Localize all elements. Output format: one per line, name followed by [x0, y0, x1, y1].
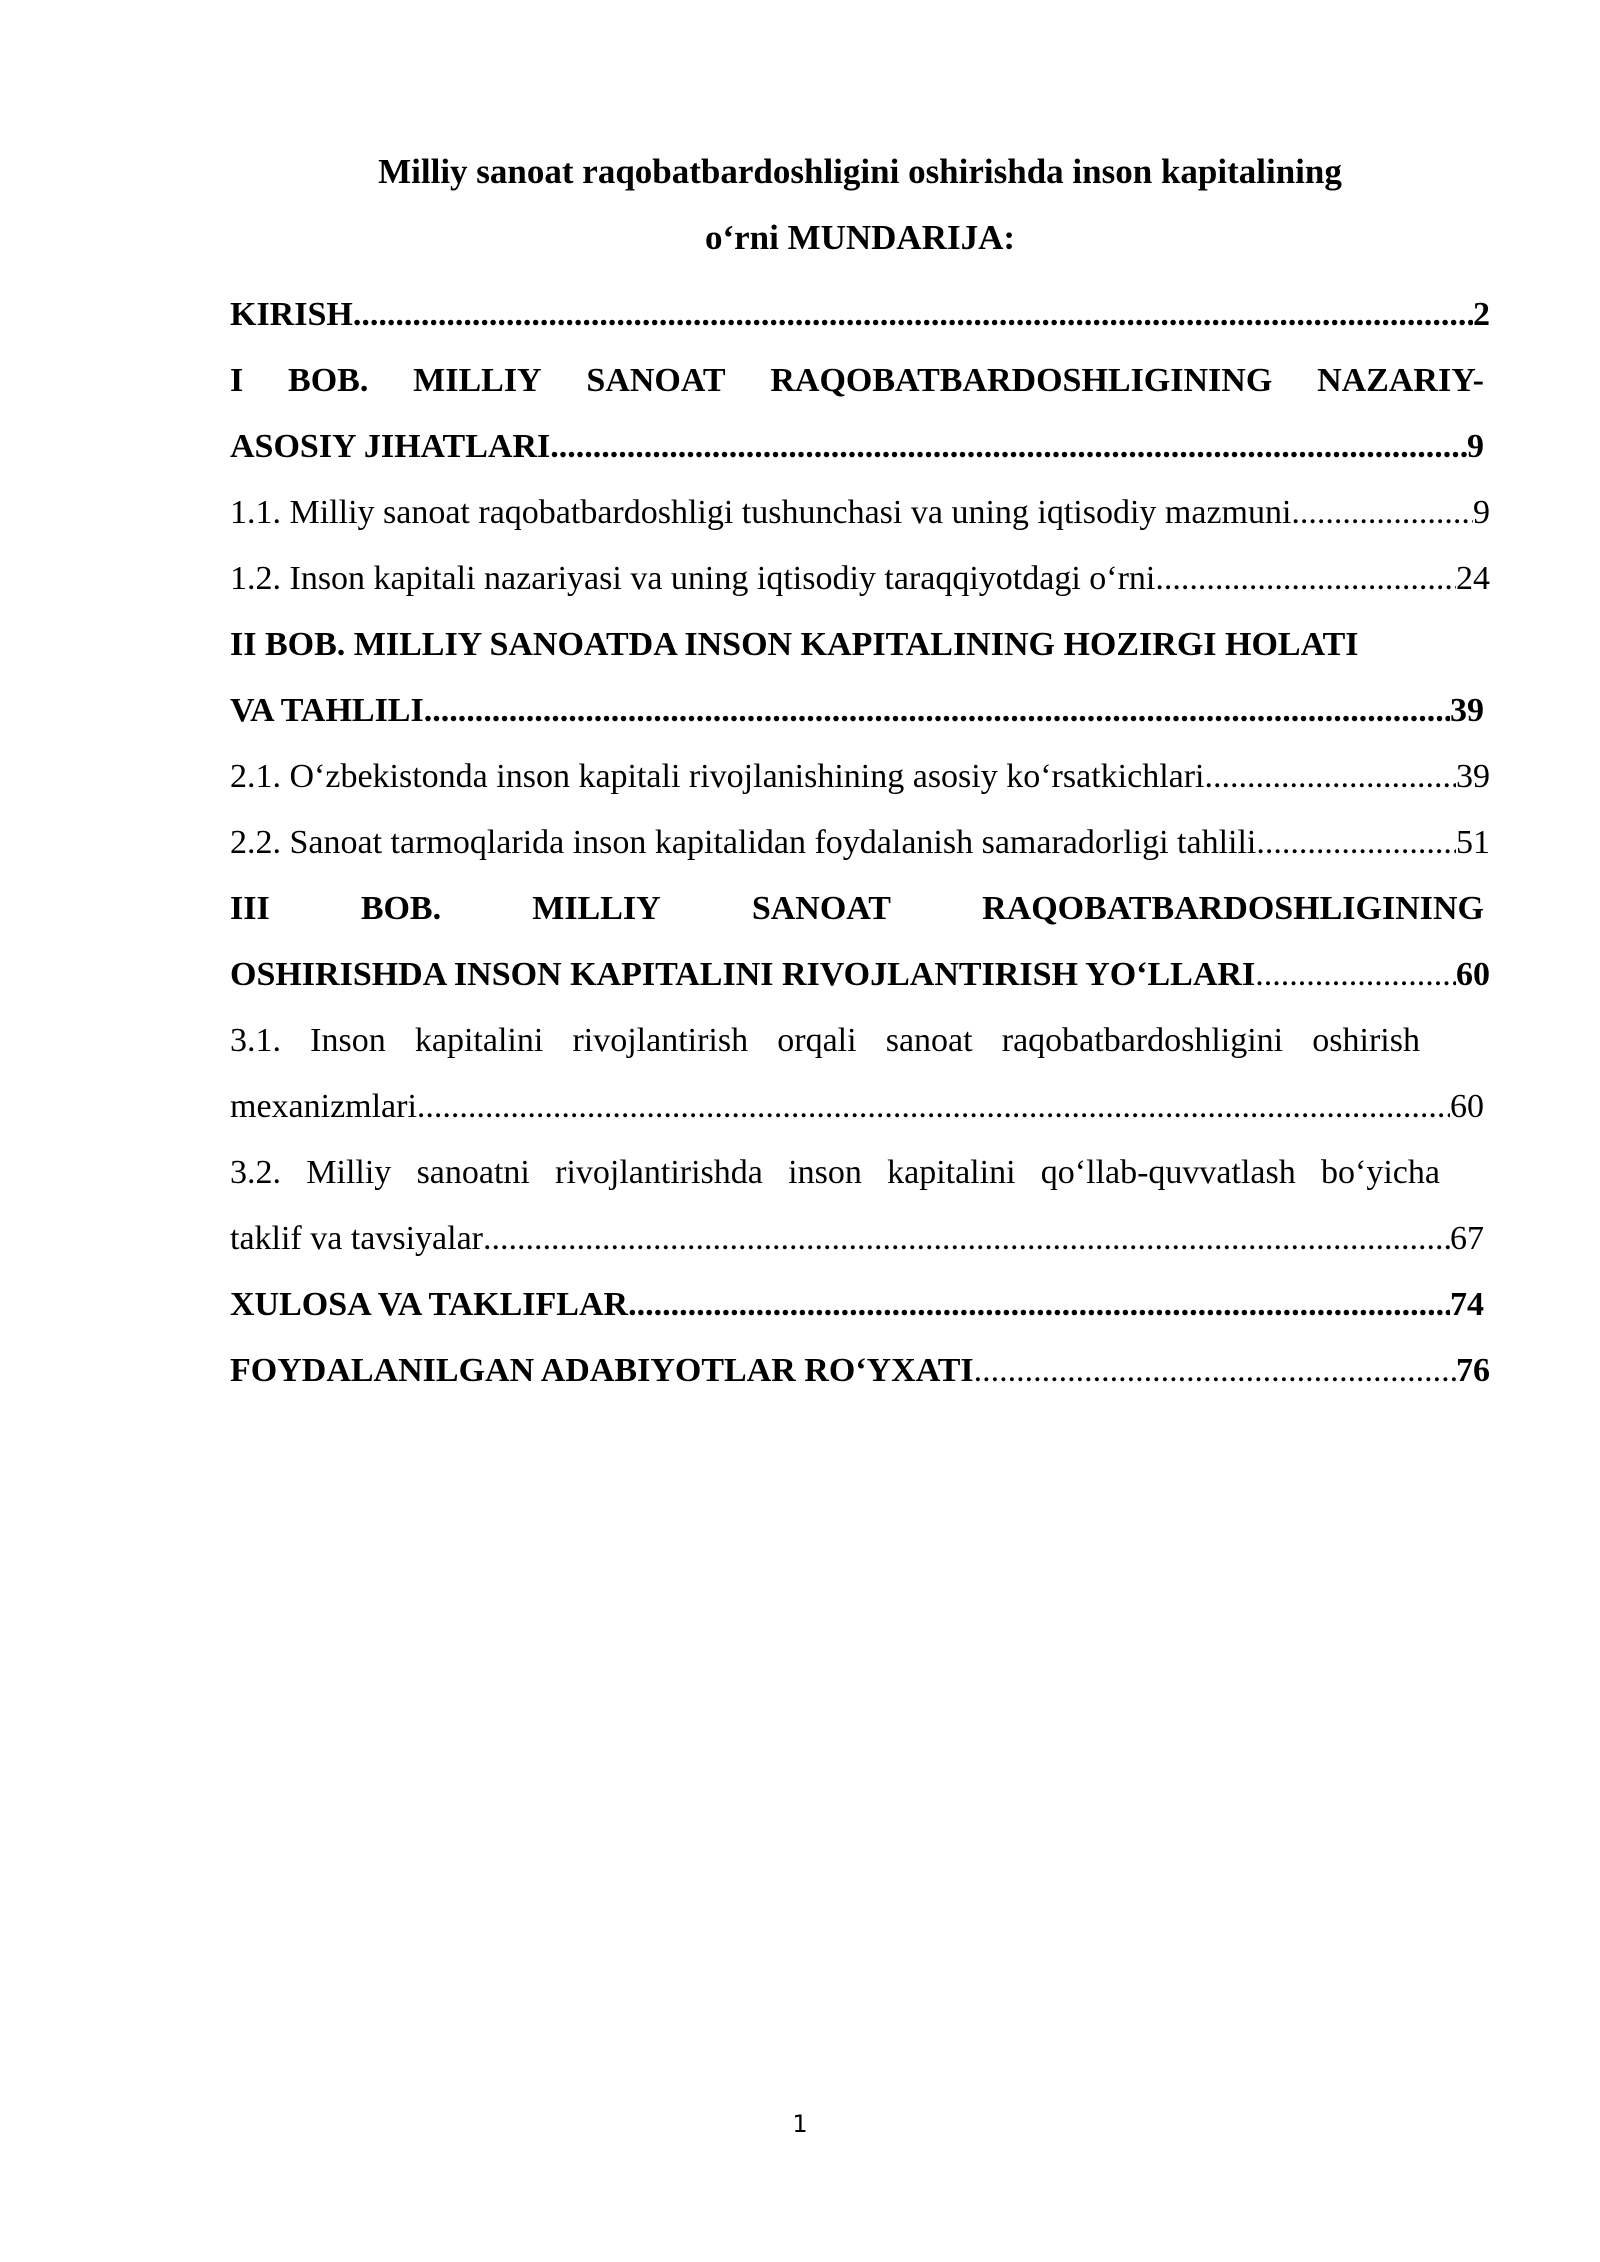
dot-leader	[417, 1088, 1450, 1126]
toc-word: sanoat	[885, 1022, 973, 1059]
toc-entry-label: 2.2. Sanoat tarmoqlarida inson kapitalidan foydalanish samaradorligi tahlili	[230, 824, 1257, 861]
dot-leader	[550, 428, 1467, 466]
toc-entry-label: ASOSIY JIHATLARI	[230, 428, 551, 465]
dot-leader	[1256, 824, 1456, 862]
toc-word: qo‘llab-quvvatlash	[1040, 1154, 1296, 1191]
toc-entry-page: 76	[1456, 1352, 1490, 1389]
toc-entry-page: 9	[1473, 494, 1490, 531]
toc-section-2-1[interactable]	[230, 744, 1490, 810]
toc-word: SANOAT	[751, 890, 891, 927]
toc-word: SANOAT	[586, 362, 726, 399]
toc-word: kapitalini	[887, 1154, 1016, 1191]
toc-entry-page: 24	[1456, 560, 1490, 597]
toc-word: MILLIY	[413, 362, 542, 399]
toc-entry-page: 51	[1456, 824, 1490, 861]
toc-entry-page: 60	[1450, 1088, 1484, 1125]
toc-word: RAQOBATBARDOSHLIGINING	[982, 890, 1484, 927]
toc-entry-label: 1.1. Milliy sanoat raqobatbardoshligi tushunchasi va uning iqtisodiy mazmuni	[230, 494, 1292, 531]
toc-word: kapitalini	[414, 1022, 544, 1059]
toc-word: raqobatbardoshligini	[1001, 1022, 1284, 1059]
toc-entry-label: taklif va tavsiyalar	[230, 1220, 484, 1257]
toc-section-3-1-line-2[interactable]	[230, 1074, 1490, 1140]
toc-word: BOB.	[288, 362, 369, 399]
toc-word: NAZARIY-	[1317, 362, 1484, 399]
toc-entry-label: VA TAHLILI	[230, 692, 424, 729]
toc-word: MILLIY	[532, 890, 661, 927]
toc-chapter-1-heading-line-1[interactable]	[230, 348, 1490, 414]
toc-section-3-1-line-1[interactable]	[230, 1008, 1490, 1074]
toc-chapter-2-heading-line-1[interactable]	[230, 612, 1490, 678]
toc-chapter-1-heading-line-2[interactable]	[230, 414, 1490, 480]
toc-word: rivojlantirishda	[555, 1154, 763, 1191]
toc-entry-kirish[interactable]	[230, 282, 1490, 348]
toc-word: 3.2.	[230, 1154, 281, 1191]
toc-entry-label: XULOSA VA TAKLIFLAR	[230, 1286, 629, 1323]
document-title-line-2: o‘rni MUNDARIJA:	[704, 218, 1016, 257]
page-number: 1	[792, 2110, 808, 2138]
toc-entry-label: II BOB. MILLIY SANOATDA INSON KAPITALINING HOZIRGI HOLATI	[230, 626, 1359, 663]
toc-entry-label: 1.2. Inson kapitali nazariyasi va uning iqtisodiy taraqqiyotdagi o‘rni	[230, 560, 1156, 597]
toc-word: orqali	[777, 1022, 857, 1059]
toc-entry-label: KIRISH	[230, 296, 353, 333]
toc-entry-label: mexanizmlari	[230, 1088, 417, 1125]
document-title-line-1: Milliy sanoat raqobatbardoshligini oshirishda inson kapitalining	[378, 152, 1342, 191]
toc-chapter-3-heading-line-1[interactable]	[230, 876, 1490, 942]
toc-word: inson	[788, 1154, 862, 1191]
dot-leader	[353, 296, 1473, 334]
dot-leader	[1155, 560, 1456, 598]
dot-leader	[974, 1352, 1456, 1390]
dot-leader	[1205, 758, 1457, 796]
toc-word: I	[230, 362, 244, 399]
toc-entry-page: 60	[1456, 956, 1490, 993]
table-of-contents	[230, 282, 1490, 1404]
toc-entry-xulosa[interactable]	[230, 1272, 1490, 1338]
toc-word: III	[230, 890, 270, 927]
toc-word: oshirish	[1312, 1022, 1420, 1059]
toc-word: 3.1.	[230, 1022, 281, 1059]
toc-word: sanoatni	[416, 1154, 530, 1191]
toc-section-3-2-line-2[interactable]	[230, 1206, 1490, 1272]
toc-entry-page: 74	[1450, 1286, 1484, 1323]
dot-leader	[628, 1286, 1450, 1324]
toc-chapter-2-heading-line-2[interactable]	[230, 678, 1490, 744]
dot-leader	[483, 1220, 1450, 1258]
toc-entry-label: OSHIRISHDA INSON KAPITALINI RIVOJLANTIRISH YO‘LLARI	[230, 956, 1256, 993]
toc-section-1-2[interactable]	[230, 546, 1490, 612]
toc-section-3-2-line-1[interactable]	[230, 1140, 1490, 1206]
toc-entry-page: 39	[1450, 692, 1484, 729]
toc-word: Inson	[310, 1022, 386, 1059]
toc-section-1-1[interactable]	[230, 480, 1490, 546]
toc-word: rivojlantirish	[572, 1022, 749, 1059]
toc-word: bo‘yicha	[1321, 1154, 1440, 1191]
toc-entry-label: 2.1. O‘zbekistonda inson kapitali rivojlanishining asosiy ko‘rsatkichlari	[230, 758, 1205, 795]
toc-section-2-2[interactable]	[230, 810, 1490, 876]
toc-entry-page: 2	[1473, 296, 1490, 333]
toc-word: BOB.	[360, 890, 442, 927]
toc-entry-page: 67	[1450, 1220, 1484, 1257]
toc-word: RAQOBATBARDOSHLIGINING	[770, 362, 1273, 399]
dot-leader	[1291, 494, 1473, 532]
toc-entry-label: FOYDALANILGAN ADABIYOTLAR RO‘YXATI	[230, 1352, 974, 1389]
toc-entry-page: 39	[1456, 758, 1490, 795]
toc-chapter-3-heading-line-2[interactable]	[230, 942, 1490, 1008]
dot-leader	[424, 692, 1450, 730]
toc-entry-page: 9	[1467, 428, 1484, 465]
toc-word: Milliy	[306, 1154, 392, 1191]
dot-leader	[1255, 956, 1456, 994]
toc-entry-adabiyotlar[interactable]	[230, 1338, 1490, 1404]
